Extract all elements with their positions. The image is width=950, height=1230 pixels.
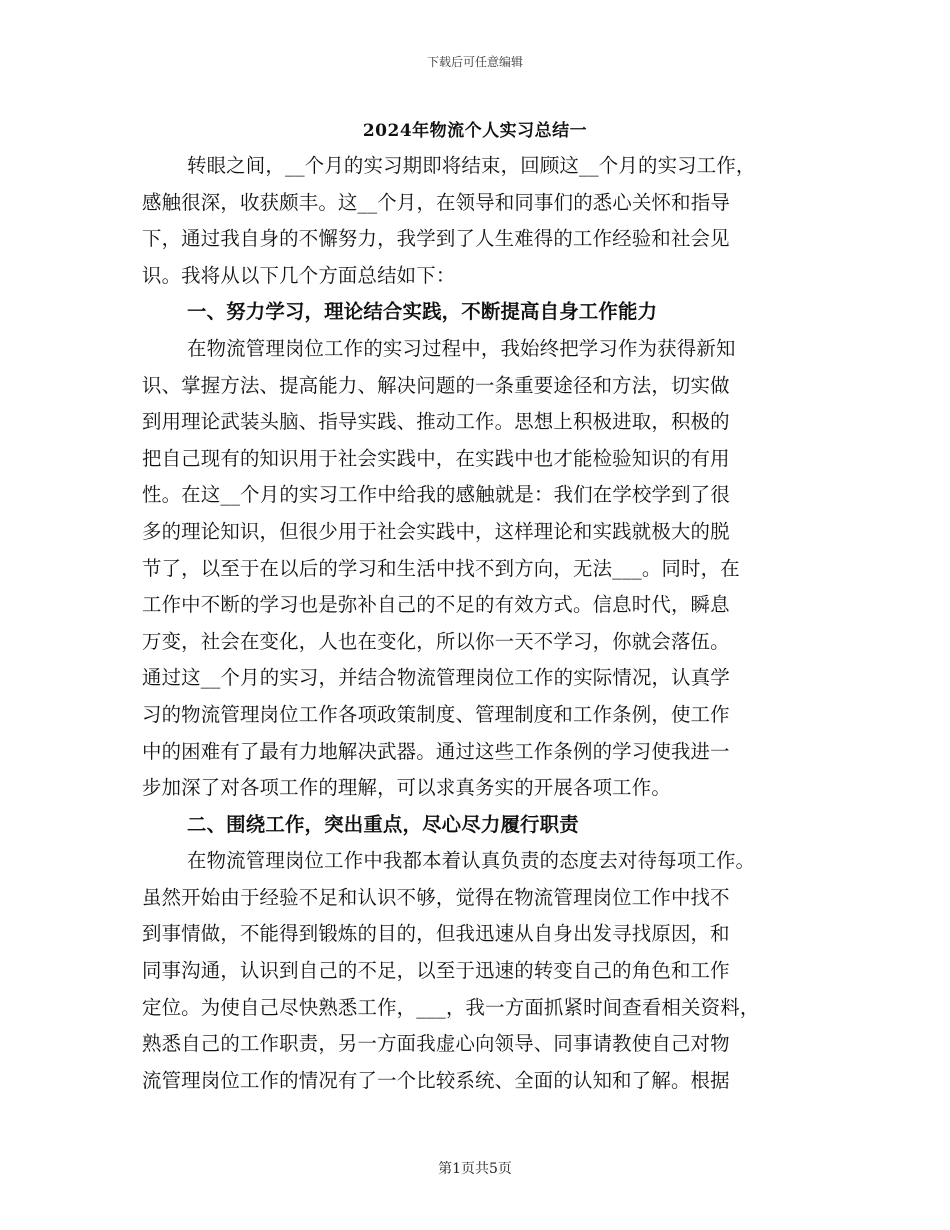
body-text-line: 同事沟通，认识到自己的不足，以至于迅速的转变自己的角色和工作 [142, 959, 730, 983]
body-text-line: 性。在这__个月的实习工作中给我的感触就是：我们在学校学到了很 [142, 483, 730, 507]
document-body [142, 148, 812, 1099]
section-heading: 一、努力学习，理论结合实践，不断提高自身工作能力 [187, 300, 658, 324]
body-text-line: 转眼之间，__个月的实习期即将结束，回顾这__个月的实习工作， [187, 154, 756, 177]
body-text-line: 流管理岗位工作的情况有了一个比较系统、全面的认知和了解。根据 [142, 1068, 730, 1092]
body-text-line: 到用理论武装头脑、指导实践、推动工作。思想上积极进取，积极的 [142, 410, 730, 434]
document-title: 2024年物流个人实习总结一 [362, 121, 588, 141]
body-text-line: 步加深了对各项工作的理解，可以求真务实的开展各项工作。 [142, 776, 671, 800]
body-text-line: 工作中不断的学习也是弥补自己的不足的有效方式。信息时代，瞬息 [142, 593, 730, 617]
body-text-line: 识、掌握方法、提高能力、解决问题的一条重要途径和方法，切实做 [142, 373, 730, 397]
body-text-line: 熟悉自己的工作职责，另一方面我虚心向领导、同事请教使自己对物 [142, 1032, 730, 1056]
body-text-line: 中的困难有了最有力地解决武器。通过这些工作条例的学习使我进一 [142, 739, 730, 763]
page-footer: 第1页共5页 [438, 1161, 512, 1177]
body-text-line: 多的理论知识，但很少用于社会实践中，这样理论和实践就极大的脱 [142, 519, 730, 543]
section-heading: 二、围绕工作，突出重点，尽心尽力履行职责 [187, 812, 579, 836]
body-text-line: 定位。为使自己尽快熟悉工作，___，我一方面抓紧时间查看相关资料， [142, 995, 760, 1019]
body-text-line: 在物流管理岗位工作中我都本着认真负责的态度去对待每项工作。 [187, 849, 756, 873]
header-note: 下载后可任意编辑 [426, 55, 523, 69]
body-text-line: 万变，社会在变化，人也在变化，所以你一天不学习，你就会落伍。 [142, 629, 730, 653]
body-text-line: 到事情做，不能得到锻炼的目的，但我迅速从自身出发寻找原因，和 [142, 922, 730, 946]
body-text-line: 感触很深，收获颇丰。这__个月，在领导和同事们的悉心关怀和指导 [142, 190, 730, 214]
body-text-line: 在物流管理岗位工作的实习过程中，我始终把学习作为获得新知 [187, 336, 736, 360]
body-text-line: 识。我将从以下几个方面总结如下： [142, 263, 456, 287]
body-text-line: 把自己现有的知识用于社会实践中，在实践中也才能检验知识的有用 [142, 446, 730, 470]
body-text-line: 节了，以至于在以后的学习和生活中找不到方向，无法___。同时，在 [142, 556, 740, 580]
body-text-line: 下，通过我自身的不懈努力，我学到了人生难得的工作经验和社会见 [142, 227, 730, 251]
body-text-line: 通过这__个月的实习，并结合物流管理岗位工作的实际情况，认真学 [142, 666, 730, 690]
body-text-line: 虽然开始由于经验不足和认识不够，觉得在物流管理岗位工作中找不 [142, 885, 730, 909]
body-text-line: 习的物流管理岗位工作各项政策制度、管理制度和工作条例，使工作 [142, 702, 730, 726]
